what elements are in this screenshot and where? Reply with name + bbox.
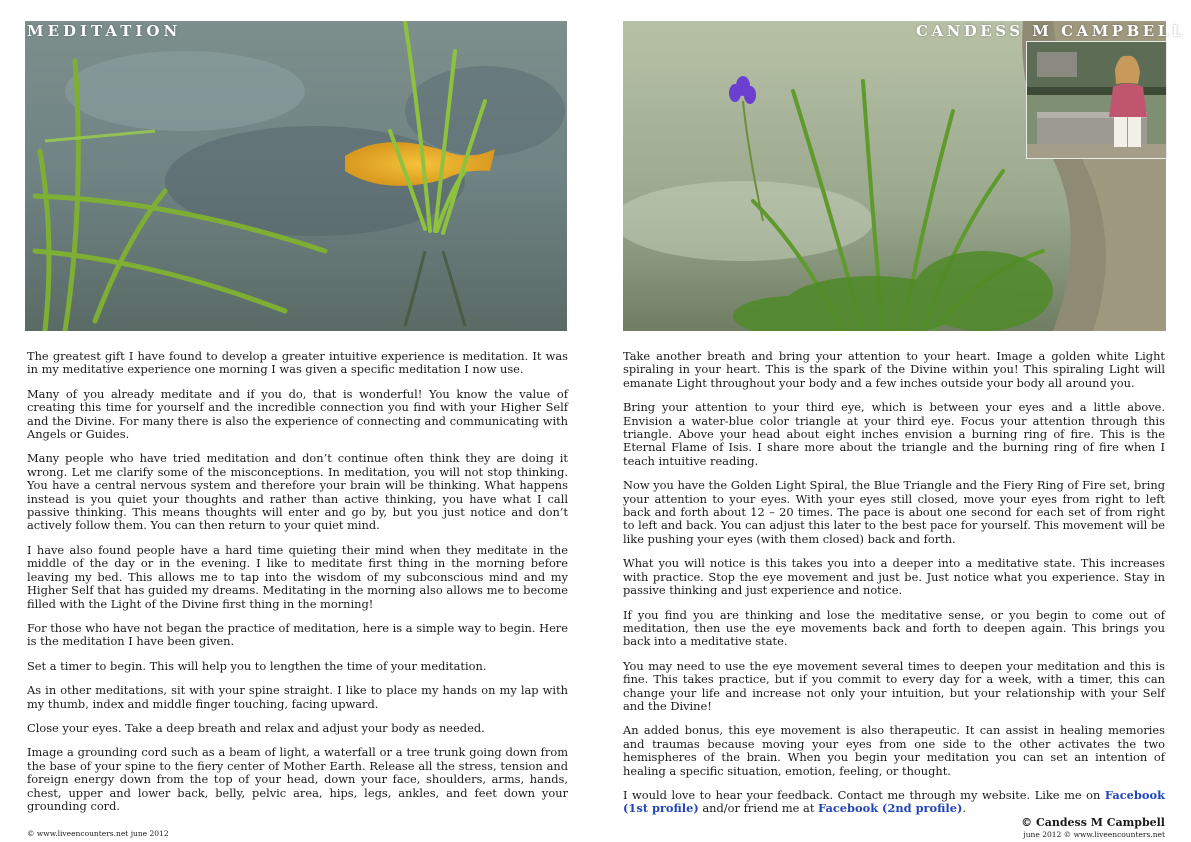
paragraph: I have also found people have a hard time quieting their mind when they meditate in the middle of the day or in the evening. I like to meditate first thing in the morning before leaving my bed. This allows me to tap into the wisdom of my subconscious mind and my Higher Self that has guided my dreams. Meditating in the morning also allows me to become filled with the Light of the Divine first thing in the morning! xyxy=(27,542,568,611)
paragraph: An added bonus, this eye movement is also therapeutic. It can assist in healing memories and traumas because moving your eyes from one side to the other activates the two hemispheres of the brain. When you begin your meditation you can set an intention of healing a specific situation, emotion, feeling, or thought. xyxy=(623,723,1165,778)
feedback-paragraph xyxy=(623,789,1165,816)
left-article-text xyxy=(27,350,568,824)
paragraph: Image a grounding cord such as a beam of light, a waterfall or a tree trunk going down from the base of your spine to the fiery center of Mother Earth. Release all the stress, tension and foreign energy down from the top of your head, down your face, shoulders, arms, hands, chest, upper and lower back, belly, pelvic area, hips, legs, ankles, and feet down your grounding cord. xyxy=(27,745,568,813)
paragraph: If you find you are thinking and lose the meditative sense, or you begin to come out of meditation, then use the eye movements back and forth to deepen again. This brings you back into a meditative state. xyxy=(623,607,1165,649)
paragraph: What you will notice is this takes you into a deeper into a meditative state. This increases with practice. Stop the eye movement and just be. Just notice what you experience. Stay in passive thinking and just experience and notice. xyxy=(623,556,1165,598)
right-footer: june 2012 © www.liveencounters.net xyxy=(1023,830,1165,839)
copyright-author: © Candess M Campbell xyxy=(1021,816,1165,829)
paragraph: Many people who have tried meditation and don’t continue often think they are doing it wrong. Let me clarify some of the misconceptions. In meditation, you will not stop thinking. You have a central nervous system and therefore your brain will be thinking. What happens instead is you quiet your thoughts and rather than active thinking, you have what I call passive thinking. This means thoughts will enter and go by, but you just notice and don’t actively follow them. You can then return to your quiet mind. xyxy=(27,451,568,533)
paragraph: Many of you already meditate and if you do, that is wonderful! You know the value of creating this time for yourself and the incredible connection you find with your Higher Self and the Divine. For many there is also the experience of connecting and communicating with Angels or Guides. xyxy=(27,386,568,442)
author-portrait xyxy=(1026,41,1167,159)
author-portrait-illustration xyxy=(1027,42,1166,158)
paragraph: Take another breath and bring your attention to your heart. Image a golden white Light spiraling in your heart. This is the spark of the Divine within you! This spiraling Light will emanate Light throughout your body and a few inches outside your body all around you. xyxy=(623,349,1165,390)
paragraph: For those who have not began the practice of meditation, here is a simple way to begin. Here is the meditation I have been given. xyxy=(27,620,568,649)
feedback-text: I would love to hear your feedback. Contact me through my website. Like me on xyxy=(623,787,1105,802)
paragraph: Bring your attention to your third eye, which is between your eyes and a little above. Envision a water-blue color triangle at your third eye. Focus your attention through this triangle. Above your head about eight inches envision a burning ring of fire. This is the Eternal Flame of Isis. I share more about the triangle and the burning ring of fire when I teach intuitive reading. xyxy=(623,400,1165,468)
paragraph: As in other meditations, sit with your spine straight. I like to place my hands on my lap with my thumb, index and middle finger touching, facing upward. xyxy=(27,683,568,711)
section-title: MEDITATION xyxy=(27,22,182,40)
paragraph: Set a timer to begin. This will help you to lengthen the time of your meditation. xyxy=(27,658,487,673)
paragraph: Close your eyes. Take a deep breath and relax and adjust your body as needed. xyxy=(27,720,485,735)
koi-pond-illustration xyxy=(25,21,567,331)
facebook-link-2[interactable]: Facebook (2nd profile) xyxy=(818,801,963,816)
author-name: CANDESS M CAMPBELL xyxy=(916,22,1186,40)
left-footer: © www.liveencounters.net june 2012 xyxy=(27,829,169,838)
paragraph: Now you have the Golden Light Spiral, the Blue Triangle and the Fiery Ring of Fire set, bring your attention to your eyes. With your eyes still closed, move your eyes from right to left back and forth about 12 – 20 times. The pace is about one second for each set of from right to left and back. You can adjust this later to the best pace for yourself. This movement will be like pushing your eyes (with them closed) back and forth. xyxy=(623,478,1165,546)
paragraph: The greatest gift I have found to develop a greater intuitive experience is meditation. It was in my meditative experience one morning I was given a specific meditation I now use. xyxy=(27,349,568,377)
koi-pond-photo xyxy=(25,21,567,331)
feedback-text: . xyxy=(962,801,967,816)
facebook-link-1[interactable]: Facebook (1st profile) xyxy=(623,787,1165,816)
paragraph: You may need to use the eye movement several times to deepen your meditation and this is fine. This takes practice, but if you commit to every day for a week, with a timer, this can change your life and increase not only your intuition, but your relationship with your Self and the Divine! xyxy=(623,658,1165,713)
feedback-text: and/or friend me at xyxy=(698,801,819,816)
right-article-text xyxy=(623,350,1165,818)
